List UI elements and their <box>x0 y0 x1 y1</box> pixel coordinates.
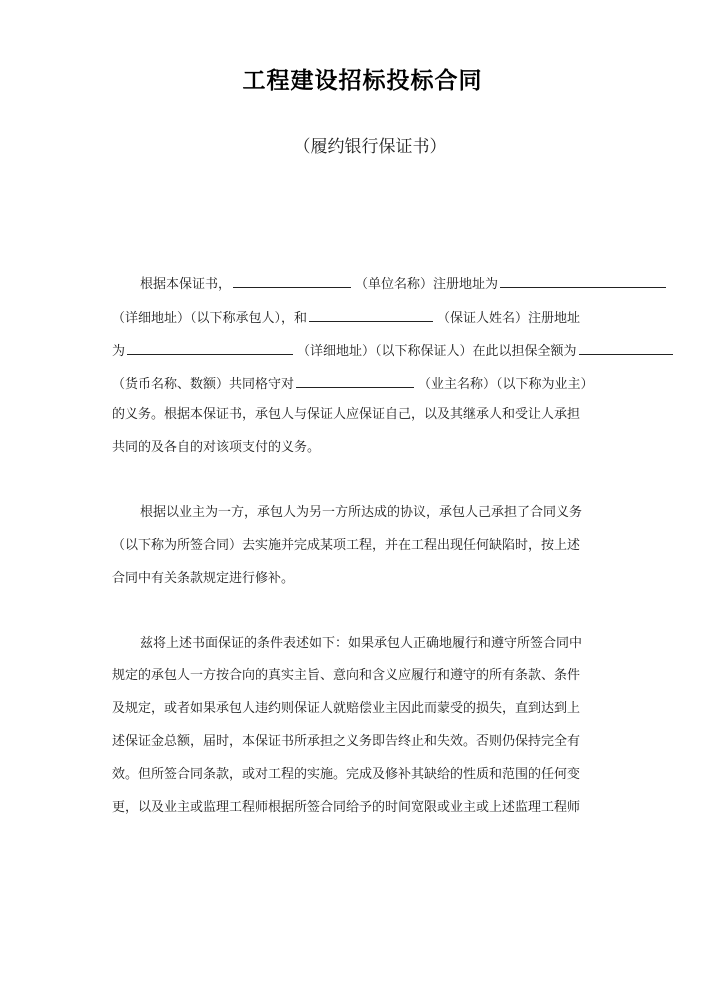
blank-guarantor-name <box>309 309 433 322</box>
paragraph-3-line-3: 及规定，或者如果承包人违约则保证人就赔偿业主因此而蒙受的损失，直到达到上 <box>112 701 581 716</box>
text-segment: （货币名称、数额）共同格守对 <box>112 377 295 392</box>
text-segment: 根据本保证书， <box>140 277 232 292</box>
blank-guarantee-amount <box>579 342 673 355</box>
text-segment: （单位名称）注册地址为 <box>355 277 499 292</box>
paragraph-3-line-2: 规定的承包人一方按合向的真实主旨、意向和含义应履行和遵守的所有条款、条件 <box>112 668 581 683</box>
paragraph-2-line-3: 合同中有关条款规定进行修补。 <box>112 571 295 586</box>
paragraph-2-line-2: （以下称为所签合同）去实施并完成某项工程，并在工程出现任何缺陷时，按上述 <box>112 538 581 553</box>
paragraph-1-line-3 <box>112 342 673 360</box>
text-segment: （保证人姓名）注册地址 <box>437 311 581 326</box>
text-segment: 为 <box>112 344 126 359</box>
blank-owner-name <box>296 375 414 388</box>
blank-unit-name <box>233 275 351 288</box>
paragraph-1-line-1 <box>140 275 666 293</box>
paragraph-3-line-6: 更，以及业主或监理工程师根据所签合同给予的时间宽限或业主或上述监理工程师 <box>112 800 581 815</box>
paragraph-2-line-1: 根据以业主为一方，承包人为另一方所达成的协议，承包人己承担了合同义务 <box>140 505 583 520</box>
paragraph-3-line-4: 述保证金总额，届时，本保证书所承担之义务即告终止和失效。否则仍保持完全有 <box>112 734 581 749</box>
text-segment: （详细地址）（以下称承包人），和 <box>112 311 308 326</box>
document-subtitle: （履约银行保证书） <box>293 137 447 157</box>
paragraph-1-line-6: 共同的及各自的对该项支付的义务。 <box>112 440 321 455</box>
paragraph-3-line-5: 效。但所签合同条款，或对工程的实施。完成及修补其缺给的性质和范围的任何变 <box>112 767 581 782</box>
blank-registered-address <box>500 275 666 288</box>
paragraph-3-line-1: 兹将上述书面保证的条件表述如下：如果承包人正确地履行和遵守所签合同中 <box>140 636 583 651</box>
paragraph-1-line-4 <box>112 375 594 393</box>
blank-detailed-address <box>127 342 293 355</box>
paragraph-1-line-2 <box>112 309 580 327</box>
text-segment: （详细地址）（以下称保证人）在此以担保全额为 <box>297 344 577 359</box>
text-segment: （业主名称）（以下称为业主） <box>418 377 594 392</box>
paragraph-1-line-5: 的义务。根据本保证书，承包人与保证人应保证自己，以及其继承人和受让人承担 <box>112 407 581 422</box>
document-title: 工程建设招标投标合同 <box>242 68 483 94</box>
